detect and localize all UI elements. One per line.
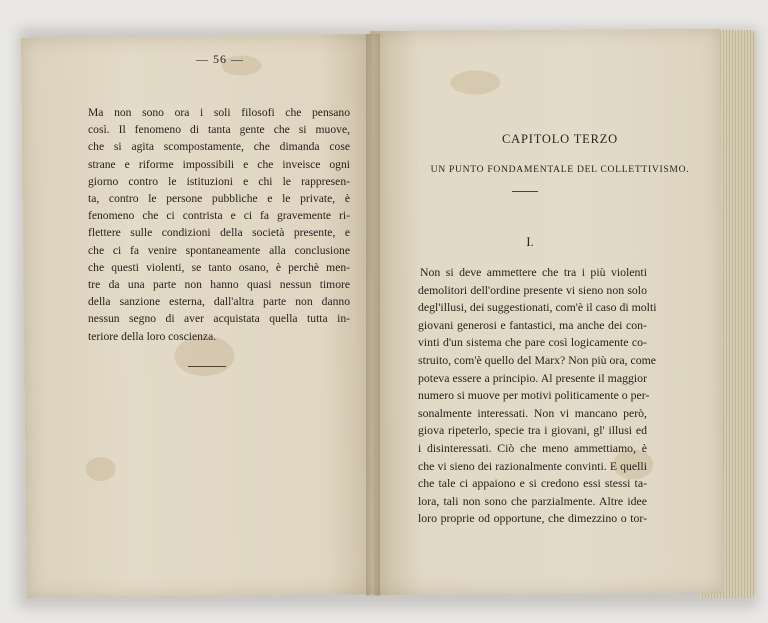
text-line: giova ripeterlo, specie tra i giovani, gl' illusi ed [418,423,647,438]
text-line: che tale ci appaiono e si credono essi stessi ta- [418,476,647,491]
chapter-title: CAPITOLO TERZO [502,132,618,146]
text-line: demolitori dell'ordine presente vi sieno non solo [418,282,647,297]
foxing-stain [85,457,115,481]
title-rule [512,191,538,192]
text-line: giovani generosi e fantastici, ma anche dei con- [418,317,647,332]
foxing-stain [450,70,500,94]
text-line: che si agita scompostamente, che dimanda cose [88,140,350,154]
text-line: poteva essere a principio. Al presente il maggior [418,370,647,385]
text-line: i disinteressati. Ciò che meno ammettiamo, è [418,440,647,455]
text-line: Ma non sono ora i soli filosofi che pensano [88,106,350,119]
text-line: che vi sieno dei razionalmente convinti. E quelli [418,458,647,473]
left-page-body [88,104,350,345]
text-line: giorno contro le istituzioni e chi le rappresen- [88,174,350,188]
text-line: fenomeno che ci contrista e ci fa gravemente ri- [88,209,350,223]
text-line: lora, tali non sono che parzialmente. Altre idee [418,493,647,508]
text-line: degl'illusi, dei suggestionati, com'è il caso di molti [418,300,657,315]
text-line: vinti d'un sistema che pare così logicamente co- [418,335,647,350]
text-line: che ci fa venire spontaneamente alla conclusione [88,243,350,257]
text-line: tre da una parte non hanno quasi nessun timore [88,278,350,292]
section-number: I. [526,234,534,249]
text-line: numero si muove per motivi politicamente o per- [418,388,650,403]
end-rule [188,366,226,367]
text-line: della sanzione esterna, dall'altra parte non danno [88,295,350,309]
text-line: strane e riforme impossibili e che inveisce ogni [88,157,350,171]
text-line: Non si deve ammettere che tra i più violenti [420,265,647,279]
right-page-body [418,264,657,528]
book-gutter [366,34,380,596]
text-line: flettere sulle condizioni della società presente, e [88,226,350,240]
text-line: così. Il fenomeno di tanta gente che si muove, [88,123,350,137]
text-line: teriore della loro coscienza. [88,329,217,343]
text-line: loro proprie od opportune, che dimezzino o tor- [418,511,647,526]
text-line: ta, contro le persone pubbliche e le private, è [88,192,350,206]
text-line: sonalmente interessati. Non vi mancano però, [418,405,647,420]
text-line: nessun segno di aver acquistata quella tutta in- [88,312,350,326]
page-number: — 56 — [196,52,244,66]
text-line: struito, com'è quello del Marx? Non più ora, come [418,352,656,367]
text-line: che questi violenti, se tanto osano, è perchè men- [88,260,350,274]
chapter-subtitle: UN PUNTO FONDAMENTALE DEL COLLETTIVISMO. [430,164,690,175]
